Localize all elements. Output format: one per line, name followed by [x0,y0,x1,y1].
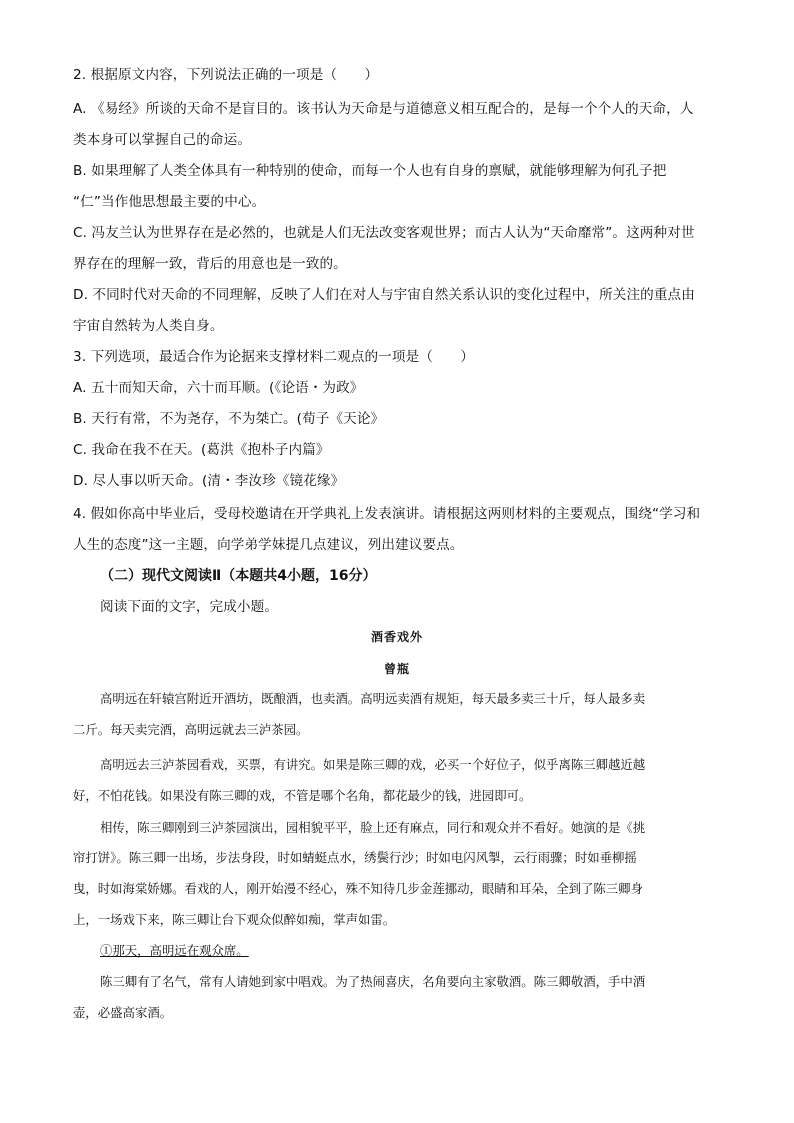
question-2-option-b: B. 如果理解了人类全体具有一种特别的使命，而每一个人也有自身的禀赋，就能够理解为何孔子把 [73,163,667,179]
question-3-option-c: C. 我命在我不在天。(葛洪《抱朴子内篇》 [73,442,330,458]
question-2-stem: 2. 根据原文内容，下列说法正确的一项是（ ） [73,67,379,83]
question-2-option-d: D. 不同时代对天命的不同理解，反映了人们在对人与宇宙自然关系认识的变化过程中，所关注的重点由 [73,287,695,303]
question-3-option-b: B. 天行有常，不为尧存，不为桀亡。(荀子《天论》 [73,411,385,427]
story-paragraph-3-line-2: 帘打饼》。陈三卿一出场，步法身段，时如蜻蜓点水，绣鬓行沙；时如电闪风掣，云行雨骤；时如垂柳摇 [73,850,637,865]
question-2-option-c-continued: 界存在的理解一致，背后的用意也是一致的。 [73,256,347,272]
question-2-option-b-continued: “仁”当作他思想最主要的中心。 [73,194,266,210]
section-instruction: 阅读下面的文字，完成小题。 [100,599,279,615]
story-paragraph-1: 高明远在轩辕宫附近开酒坊，既酿酒，也卖酒。高明远卖酒有规矩，每天最多卖三十斤，每人最多卖 [100,691,646,706]
question-4-text: 4. 假如你高中毕业后，受母校邀请在开学典礼上发表演讲。请根据这两则材料的主要观点，围绕“学习和 [73,506,701,522]
question-3-stem: 3. 下列选项，最适合作为论据来支撑材料二观点的一项是（ ） [73,349,475,365]
story-author: 曾瓶 [383,662,410,676]
question-2-option-c: C. 冯友兰认为世界存在是必然的，也就是人们无法改变客观世界；而古人认为“天命靡常”。这两种对世 [73,225,695,241]
section-heading: （二）现代文阅读Ⅱ（本题共4小题，16分） [100,568,377,584]
question-2-option-d-continued: 宇宙自然转为人类自身。 [73,318,224,334]
question-2-option-a-continued: 类本身可以掌握自己的命运。 [73,132,252,148]
story-paragraph-3: 相传，陈三卿刚到三泸茶园演出，园相貌平平，脸上还有麻点，同行和观众并不看好。她演的是《挑 [100,820,646,835]
question-4-text-continued: 人生的态度”这一主题，向学弟学妹提几点建议，列出建议要点。 [73,537,464,553]
story-paragraph-4-underlined: ①那天，高明远在观众席。 [100,943,249,958]
story-title: 酒香戏外 [370,630,423,644]
story-paragraph-2: 高明远去三泸茶园看戏，买票，有讲究。如果是陈三卿的戏，必买一个好位子，似乎离陈三卿越近越 [100,757,646,772]
story-paragraph-2-continued: 好，不怕花钱。如果没有陈三卿的戏，不管是哪个名角，都花最少的钱，进园即可。 [73,788,532,803]
story-paragraph-5-continued: 壶，必盛高家酒。 [73,1005,173,1020]
question-2-option-a: A. 《易经》所谈的天命不是盲目的。该书认为天命是与道德意义相互配合的，是每一个个人的天命，人 [73,101,694,117]
question-3-option-a: A. 五十而知天命，六十而耳顺。(《论语・为政》 [73,380,364,396]
story-paragraph-3-line-4: 上，一场戏下来，陈三卿让台下观众似醉如痴，掌声如雷。 [73,912,396,927]
story-paragraph-1-continued: 二斤。每天卖完酒，高明远就去三泸茶园。 [73,722,309,737]
story-paragraph-3-line-3: 曳，时如海棠娇娜。看戏的人，刚开始漫不经心，殊不知待几步金莲挪动，眼睛和耳朵，全到了陈三卿身 [73,881,643,896]
story-paragraph-5: 陈三卿有了名气，常有人请她到家中唱戏。为了热闹喜庆，名角要向主家敬酒。陈三卿敬酒，手中酒 [100,974,646,989]
question-3-option-d: D. 尽人事以听天命。(清・李汝珍《镜花缘》 [73,473,345,489]
